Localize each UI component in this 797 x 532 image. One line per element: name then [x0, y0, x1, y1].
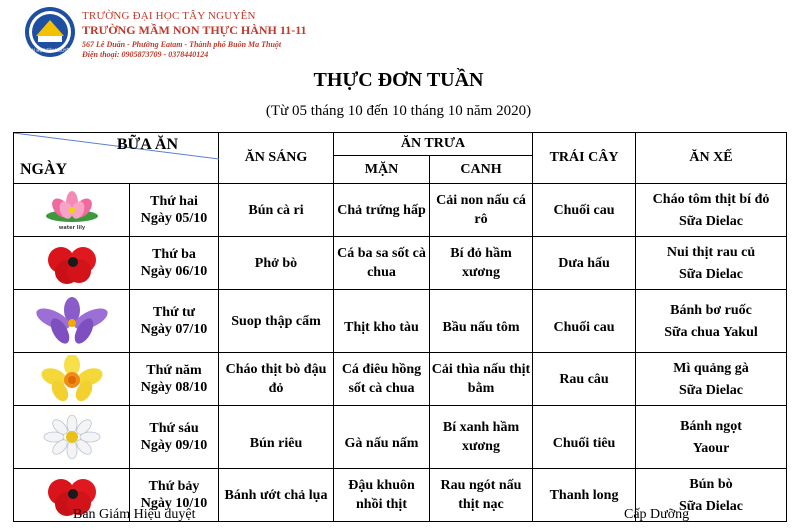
snack-item: Bún bò: [689, 477, 733, 492]
fruit-cell: Chuối cau: [533, 290, 636, 353]
fruit-cell: Chuối cau: [533, 184, 636, 237]
breakfast-cell: Bánh ướt chả lụa: [219, 469, 334, 522]
corner-header-cell: [14, 133, 219, 184]
corner-day-label: NGÀY: [20, 161, 68, 178]
menu-row-friday: [14, 406, 787, 469]
menu-row-wednesday: [14, 290, 787, 353]
day-date: Ngày 06/10: [140, 264, 208, 279]
fruit-cell: Rau câu: [533, 353, 636, 406]
school-header: [24, 6, 324, 62]
snack-item: Sữa chua Yakul: [664, 325, 758, 340]
flower-label: water lily: [58, 225, 85, 231]
day-cell: [130, 406, 219, 469]
snack-item: Sữa Dielac: [679, 499, 744, 514]
flower-cell: [14, 184, 130, 237]
cook-signature-label: Cấp Dưỡng: [624, 507, 690, 522]
day-name: Thứ tư: [152, 305, 196, 320]
salty-cell: Cá ba sa sốt cà chua: [334, 237, 430, 290]
day-cell: [130, 290, 219, 353]
flower-cell: [14, 290, 130, 353]
snack-item: Yaour: [692, 441, 730, 456]
snack-cell: [636, 237, 787, 290]
salty-cell: Gà nấu nấm: [334, 406, 430, 469]
snack-item: Mì quảng gà: [673, 361, 749, 376]
col-header-salty: MẶN: [334, 156, 430, 184]
day-date: Ngày 09/10: [140, 438, 208, 453]
snack-cell: [636, 353, 787, 406]
col-header-snack: ĂN XẾ: [636, 133, 787, 184]
soup-cell: Cải non nấu cá rô: [430, 184, 533, 237]
flower-cell: [14, 353, 130, 406]
snack-item: Cháo tôm thịt bí đỏ: [652, 192, 770, 207]
poppy-icon: [37, 240, 107, 286]
salty-cell: Thịt kho tàu: [334, 290, 430, 353]
snack-item: Sữa Dielac: [679, 383, 744, 398]
day-date: Ngày 10/10: [140, 496, 208, 511]
soup-cell: Rau ngót nấu thịt nạc: [430, 469, 533, 522]
soup-cell: Bí xanh hầm xương: [430, 406, 533, 469]
salty-cell: Chả trứng hấp: [334, 184, 430, 237]
breakfast-cell: Bún cà ri: [219, 184, 334, 237]
soup-cell: Cải thìa nấu thịt bằm: [430, 353, 533, 406]
page-title: THỰC ĐƠN TUẦN: [313, 69, 484, 91]
fruit-cell: Dưa hấu: [533, 237, 636, 290]
snack-cell: [636, 406, 787, 469]
day-date: Ngày 05/10: [140, 211, 208, 226]
university-name: TRƯỜNG ĐẠI HỌC TÂY NGUYÊN: [82, 10, 256, 22]
day-name: Thứ ba: [152, 247, 196, 262]
weekly-menu-table: [13, 132, 787, 522]
school-address: 567 Lê Duẩn - Phường Eatam - Thành phố Buôn Ma Thuột: [82, 40, 282, 49]
day-cell: [130, 184, 219, 237]
school-name: TRƯỜNG MẦM NON THỰC HÀNH 11-11: [82, 23, 307, 37]
breakfast-cell: Cháo thịt bò đậu đỏ: [219, 353, 334, 406]
col-header-breakfast: ĂN SÁNG: [219, 133, 334, 184]
snack-item: Nui thịt rau củ: [666, 245, 756, 260]
fruit-cell: Chuối tiêu: [533, 406, 636, 469]
day-name: Thứ năm: [146, 363, 202, 378]
date-range: (Từ 05 tháng 10 đến 10 tháng 10 năm 2020): [265, 103, 532, 119]
daisy-icon: [34, 415, 110, 459]
crocus-icon: [27, 297, 117, 345]
corner-meal-label: BỮA ĂN: [116, 136, 178, 153]
approval-signature-label: Ban Giám Hiệu duyệt: [73, 507, 196, 522]
flower-cell: [14, 237, 130, 290]
day-cell: [130, 237, 219, 290]
day-name: Thứ hai: [150, 194, 198, 209]
water-lily-icon: [37, 188, 107, 232]
snack-item: Bánh ngọt: [680, 419, 742, 434]
menu-row-tuesday: [14, 237, 787, 290]
snack-item: Bánh bơ ruốc: [670, 303, 752, 318]
snack-cell: [636, 290, 787, 353]
salty-cell: Cá điêu hồng sốt cà chua: [334, 353, 430, 406]
col-header-fruit: TRÁI CÂY: [533, 133, 636, 184]
school-phone: Điện thoại: 0905873709 - 0378440124: [82, 50, 209, 59]
logo-text: ĐẠI HỌC TÂY NGUYÊN: [28, 48, 72, 53]
day-name: Thứ sáu: [149, 421, 199, 436]
day-cell: [130, 353, 219, 406]
flower-cell: [14, 406, 130, 469]
salty-cell: Đậu khuôn nhồi thịt: [334, 469, 430, 522]
snack-item: Sữa Dielac: [679, 267, 744, 282]
daffodil-icon: [32, 355, 112, 403]
university-logo: [24, 6, 76, 58]
soup-cell: Bí đỏ hầm xương: [430, 237, 533, 290]
day-name: Thứ bảy: [148, 479, 200, 494]
breakfast-cell: Bún riêu: [219, 406, 334, 469]
fruit-cell: Thanh long: [533, 469, 636, 522]
day-date: Ngày 08/10: [140, 380, 208, 395]
breakfast-cell: Suop thập cẩm: [219, 290, 334, 353]
menu-row-thursday: [14, 353, 787, 406]
breakfast-cell: Phở bò: [219, 237, 334, 290]
snack-item: Sữa Dielac: [679, 214, 744, 229]
day-date: Ngày 07/10: [140, 322, 208, 337]
col-header-soup: CANH: [430, 156, 533, 184]
col-header-lunch: ĂN TRƯA: [334, 133, 533, 156]
soup-cell: Bầu nấu tôm: [430, 290, 533, 353]
menu-row-monday: [14, 184, 787, 237]
snack-cell: [636, 184, 787, 237]
